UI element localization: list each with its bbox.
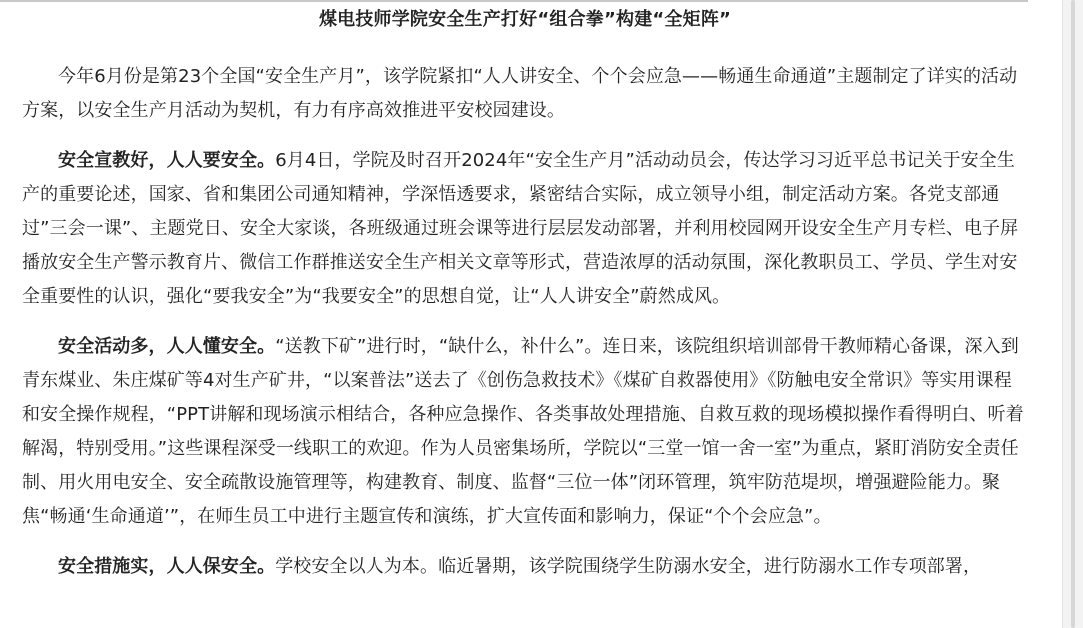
- article: [22, 8, 1028, 584]
- paragraph-safety-activities: [22, 330, 1028, 534]
- article-title: 煤电技师学院安全生产打好“组合拳”构建“全矩阵”: [318, 9, 732, 30]
- paragraph-intro-text: 今年6月份是第23个全国“安全生产月”，该学院紧扣“人人讲安全、个个会应急——畅通生命通道”主题制定了详实的活动方案，以安全生产月活动为契机，有力有序高效推进平安校园建设。: [22, 66, 1018, 121]
- paragraph-intro: [22, 60, 1028, 128]
- vertical-scrollbar[interactable]: [1062, 0, 1083, 628]
- paragraph-safety-measures-lead: 安全措施实，人人保安全。: [58, 556, 276, 577]
- paragraph-safety-measures: [22, 550, 1028, 584]
- paragraph-safety-activities-text: “送教下矿”进行时，“缺什么，补什么”。连日来，该院组织培训部骨干教师精心备课，深入到青东煤业、朱庄煤矿等4对生产矿井，“以案普法”送去了《创伤急救技术》《煤矿自救器使用》《防触电安全常识》等实用课程和安全操作规程，“PPT讲解和现场演示相结合，各种应急操作、各类事故处理措施、自救互救的现场模拟操作看得明白、听着解渴，特别受用。”这些课程深受一线职工的欢迎。作为人员密集场所，学院以“三堂一馆一舍一室”为重点，紧盯消防安全责任制、用火用电安全、安全疏散设施管理等，构建教育、制度、监督“三位一体”闭环管理，筑牢防范堤坝，增强避险能力。聚焦“畅通‘生命通道’”，在师生员工中进行主题宣传和演练，扩大宣传面和影响力，保证“个个会应急”。: [22, 336, 1024, 527]
- paragraph-safety-education-text: 6月4日，学院及时召开2024年“安全生产月”活动动员会，传达学习习近平总书记关于安全生产的重要论述，国家、省和集团公司通知精神，学深悟透要求，紧密结合实际，成立领导小组，制定活动方案。各党支部通过”三会一课”、主题党日、安全大家谈，各班级通过班会课等进行层层发动部署，并利用校园网开设安全生产月专栏、电子屏播放安全生产警示教育片、微信工作群推送安全生产相关文章等形式，营造浓厚的活动氛围，深化教职员工、学员、学生对安全重要性的认识，强化“要我安全”为“我要安全”的思想自觉，让“人人讲安全”蔚然成风。: [22, 150, 1019, 307]
- paragraph-safety-education: [22, 144, 1028, 314]
- scrollbar-thumb[interactable]: [1071, 0, 1075, 628]
- paragraph-safety-measures-text: 学校安全以人为本。临近暑期，该学院围绕学生防溺水安全，进行防溺水工作专项部署，: [275, 556, 982, 577]
- paragraph-safety-education-lead: 安全宣教好，人人要安全。: [58, 150, 276, 171]
- paragraph-safety-activities-lead: 安全活动多，人人懂安全。: [58, 336, 276, 357]
- top-divider: [0, 0, 1028, 2]
